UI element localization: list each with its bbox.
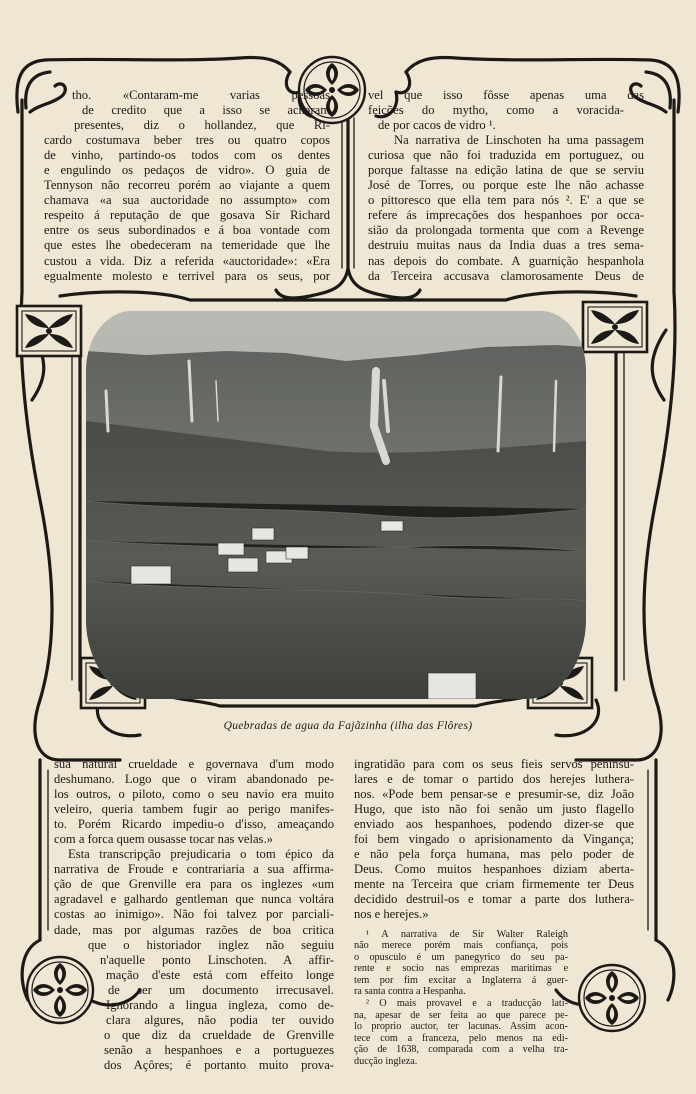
- text-line: n'aquelle ponto Linschoten. A affir-: [100, 952, 334, 967]
- text-line: dos Açôres; é portanto muito prova-: [104, 1057, 334, 1072]
- footnote-line: ¹ A narrativa de Sir Walter Raleigh: [366, 928, 568, 940]
- top-right-column: [368, 88, 644, 284]
- text-line: lares e de tomar o partido dos herejes luthera-: [354, 772, 634, 787]
- text-line: decidido destruil-os e tomar a parte dos luthera-: [354, 892, 634, 907]
- text-line: agradavel e galhardo gentleman que nunca voltára: [54, 892, 334, 907]
- text-line: veleiro, queria tambem fugir ao perigo manifes-: [54, 802, 334, 817]
- text-line: curiosa que não foi traduzida em portuguez, ou: [368, 148, 644, 163]
- text-line: mação d'este está com effeito longe: [106, 967, 334, 982]
- text-line: deshumano. Logo que o viram abandonado pe-: [54, 772, 334, 787]
- text-line: vel que isso fôsse apenas uma das: [368, 88, 644, 102]
- text-line: Deus. Como muitos hespanhoes diziam aberta-: [354, 862, 634, 877]
- footnote-line: ducção ingleza.: [354, 1056, 418, 1068]
- text-line: sua natural crueldade e governava d'um modo: [54, 757, 334, 771]
- text-line: de ser um documento irrecusavel.: [108, 982, 334, 997]
- bottom-right-column: [354, 757, 634, 1068]
- text-line: Hugo, que isto não foi senão um justo flagello: [354, 802, 634, 817]
- text-line: nos e herejes.»: [354, 907, 429, 922]
- footnote-line: ção de 1638, comparada com a velha tra-: [354, 1044, 568, 1056]
- text-line: to. Porém Ricardo impediu-o d'isso, ameaçando: [54, 817, 334, 832]
- text-line: nas depois do combate. A guarnição hespanhola: [368, 253, 644, 268]
- footnote-line: tem por fim excitar a Inglaterra á guer-: [354, 974, 568, 986]
- text-line: e não pela força humana, mas pelo poder de: [354, 847, 634, 862]
- text-line: de vinho, partindo-os todos com os dentes: [44, 148, 330, 163]
- text-line: Esta transcripção prejudicaria o tom épico da: [68, 847, 334, 862]
- footnote-line: tece com a franceza, pelo menos na edi-: [354, 1032, 568, 1044]
- text-line: sião da prolongada tormenta que com a Revenge: [368, 223, 644, 238]
- text-line: narrativa de Froude e contrariaria a sua affirma-: [54, 862, 334, 877]
- text-line: de por cacos de vidro ¹.: [378, 118, 496, 133]
- text-line: costas ao inimigo». Não foi talvez por parciali-: [54, 907, 334, 922]
- text-line: cardo costumava beber tres ou quatro copos: [44, 133, 330, 148]
- text-line: refere ás imprecações dos hespanhoes por occa-: [368, 208, 644, 223]
- text-line: mente na Terceira que criam firmemente ter Deus: [354, 877, 634, 892]
- bottom-left-column: [54, 757, 334, 1073]
- footnote-line: rente e socio nas emprezas maritimas e: [354, 963, 568, 975]
- footnote-line: o opusculo é um panegyrico do seu pa-: [354, 951, 568, 963]
- footnote-line: na, apesar de ser feita ao que parece pe-: [354, 1009, 568, 1021]
- text-line: nos. «Pode bem pensar-se e presumir-se, diz João: [354, 787, 634, 802]
- footnote-line: ra santa contra a Hespanha.: [354, 986, 466, 998]
- text-line: e engulindo os pedaços de vidro». O guia de: [44, 163, 330, 178]
- text-line: de credito que a isso se acharam: [82, 103, 330, 118]
- text-line: ingratidão para com os seus fieis servos peninsu-: [354, 757, 634, 771]
- landscape-photograph: [86, 311, 586, 699]
- footnote-line: ² O mais provavel e a traducção lati-: [366, 998, 568, 1010]
- text-line: Ignorando a lingua ingleza, como de-: [106, 997, 334, 1012]
- text-line: José de Torres, ou porque este lhe não achasse: [368, 178, 644, 193]
- text-line: enviado aos hespanhoes, podendo dizer-se que: [354, 817, 634, 832]
- text-line: Na narrativa de Linschoten ha uma passagem: [394, 133, 644, 148]
- text-line: com a forca quem ousasse tocar nas velas.»: [54, 832, 273, 847]
- text-line: que estes lhe obedeceram na temeridade que lhe: [44, 238, 330, 253]
- text-line: custou a vida. Diz a referida «auctoridade»: «Era: [44, 253, 330, 268]
- text-line: o que diz da crueldade de Grenville: [104, 1027, 334, 1042]
- text-line: egualmente molesto e terrivel para os seus, por: [44, 268, 330, 283]
- footnote-line: não merece porém mais confiança, pois: [354, 940, 568, 952]
- text-line: dade, mas por algumas razões de boa critica: [54, 922, 334, 937]
- top-left-column: [44, 88, 330, 284]
- text-line: da Terceira accusava clamorosamente Deus de: [368, 268, 644, 283]
- text-line: ção de que Grenville era para os inglezes «um: [54, 877, 334, 892]
- text-line: los outros, o piloto, como o seu navio era muito: [54, 787, 334, 802]
- text-line: foi bem vingado o aprisionamento da Vingança;: [354, 832, 634, 847]
- text-line: que o historiador inglez não seguiu: [88, 937, 334, 952]
- text-line: respeito á reputação de que gosava Sir Richard: [44, 208, 330, 223]
- footnote-line: lo proprio auctor, ter lacunas. Assim acon-: [354, 1021, 568, 1033]
- text-line: presentes, diz o hollandez, que Ri-: [74, 118, 330, 133]
- text-line: destruiu muitas naus da India duas a tres sema-: [368, 238, 644, 253]
- footnotes: [354, 929, 568, 1068]
- text-line: entre os seus subordinados e á boa vontade com: [44, 223, 330, 238]
- text-line: porque faltasse na edição latina de que se serviu: [368, 163, 644, 178]
- text-line: chamava «a sua auctoridade no assumpto» com: [44, 193, 330, 208]
- text-line: tho. «Contaram-me varias pessoas: [72, 88, 330, 102]
- photo-caption: Quebradas de agua da Fajãzinha (ilha das Flôres): [223, 720, 473, 732]
- text-line: o pittoresco que ella tem para nós ². E' a que se: [368, 193, 644, 208]
- text-line: Tennyson não recorreu porém ao viajante a quem: [44, 178, 330, 193]
- text-line: feições do mytho, como a voracida-: [368, 103, 624, 118]
- text-line: senão a hespanhoes e a portuguezes: [104, 1042, 334, 1057]
- text-line: clara algures, não podia ter ouvido: [106, 1012, 334, 1027]
